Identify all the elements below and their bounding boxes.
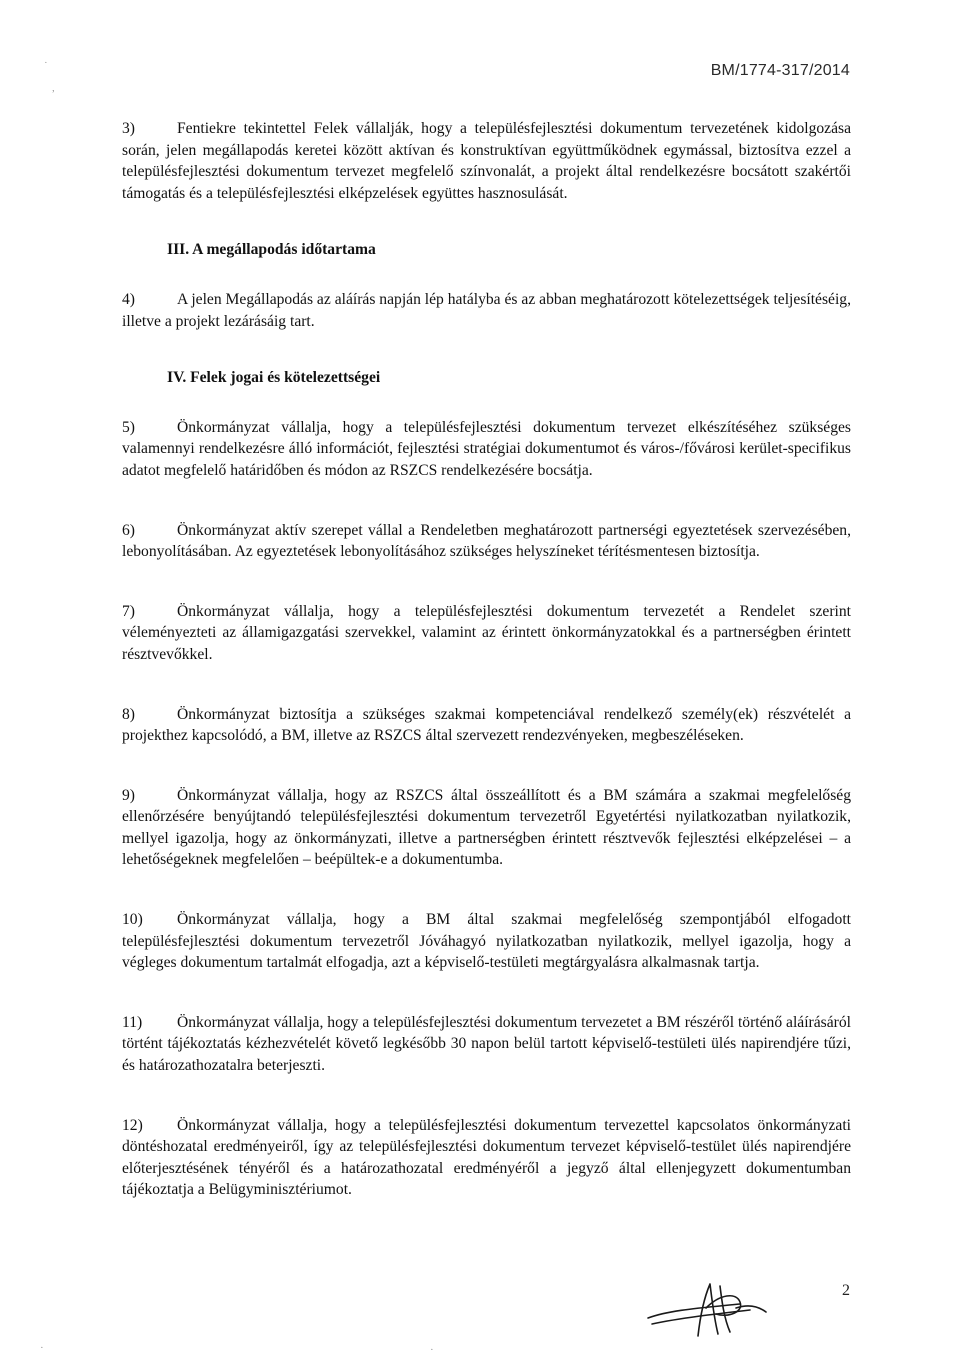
paragraph-text: Önkormányzat vállalja, hogy a településfejlesztési dokumentum tervezetet a BM részéről történő aláírásáról történt tájékoztatás kézhezvételét követő legkésőbb 30 napon belül tartott képviselő-testületi ülés napirendjére tűzi, és határozathozatalra beterjeszti. xyxy=(122,1013,851,1075)
paragraph-number: 7) xyxy=(122,602,135,620)
paragraph-5 xyxy=(122,417,851,482)
paragraph-text: Önkormányzat vállalja, hogy a településfejlesztési dokumentum tervezet elkészítéséhez szükséges valamennyi rendelkezésre álló információt, fejlesztési stratégiai dokumentumot és város-/fővárosi kerület-specifikus adatot megfelelő határidőben és módon az RSZCS rendelkezésére bocsátja. xyxy=(122,418,851,479)
paragraph-text: Önkormányzat aktív szerepet vállal a Rendeletben meghatározott partnerségi egyeztetések szervezésében, lebonyolításában. Az egyeztetések lebonyolításához szükséges helyszíneket térítésmentesen biztosítja. xyxy=(122,521,851,561)
paragraph-text: Önkormányzat vállalja, hogy a településfejlesztési dokumentum tervezettel kapcsolatos önkormányzati döntéshozatal eredményeiről, így az településfejlesztési dokumentum tervezet képviselő-testület ülés napirendjére előterjesztésének tényéről és a határozathozatal eredményéről a jegyző által ellenjegyzett dokumentumban tájékoztatja a Belügyminisztériumot. xyxy=(122,1116,851,1199)
section-heading-iv: IV. Felek jogai és kötelezettségei xyxy=(167,369,381,387)
paragraph-number: 3) xyxy=(122,120,135,137)
paragraph-9 xyxy=(122,785,851,871)
paragraph-8 xyxy=(122,704,851,747)
paragraph-text: Önkormányzat biztosítja a szükséges szakmai kompetenciával rendelkező személy(ek) részvételét a projekthez kapcsolódó, a BM, illetve az RSZCS által szervezett rendezvényeken, megbeszéléseken. xyxy=(122,705,851,745)
paragraph-number: 10) xyxy=(122,911,143,929)
paragraph-number: 5) xyxy=(122,418,135,436)
paragraph-4 xyxy=(122,289,851,332)
paragraph-number: 8) xyxy=(122,705,135,723)
document-id: BM/1774-317/2014 xyxy=(710,62,850,79)
paragraph-7 xyxy=(122,601,851,666)
section-heading-iii: III. A megállapodás időtartama xyxy=(167,241,376,259)
document-body xyxy=(122,118,851,1201)
paragraph-text: A jelen Megállapodás az aláírás napján lép hatályba és az abban meghatározott kötelezettségek teljesítéséig, illetve a projekt lezárásáig tart. xyxy=(122,290,851,330)
scan-speck: · xyxy=(430,1344,434,1356)
paragraph-text: Önkormányzat vállalja, hogy az RSZCS által összeállított és a BM számára a szakmai megfelelőség ellenőrzésére benyújtandó településfejlesztési dokumentum tervezetről Egyetértési nyilatkozatban nyilatkozik, mellyel igazolja, hogy az önkormányzati, illetve a partnerségben érintett résztvevők fejlesztési elképzelései – a lehetőségeknek megfelelően – beépültek-e a dokumentumba. xyxy=(122,786,851,869)
scan-speck: · xyxy=(40,1342,44,1354)
paragraph-number: 11) xyxy=(122,1013,143,1031)
paragraph-12 xyxy=(122,1115,851,1201)
handwritten-signature xyxy=(640,1278,780,1342)
paragraph-11 xyxy=(122,1012,851,1077)
paragraph-10 xyxy=(122,909,851,974)
paragraph-number: 12) xyxy=(122,1116,143,1134)
paragraph-3 xyxy=(122,118,851,204)
page-number: 2 xyxy=(842,1282,850,1299)
paragraph-text: Önkormányzat vállalja, hogy a BM által szakmai megfelelőség szempontjából elfogadott településfejlesztési dokumentum tervezetről Jóváhagyó nyilatkozatban nyilatkozik, mellyel igazolja, hogy a végleges dokumentum tartalmát elfogadja, azt a képviselő-testületi megtárgyalásra alkalmasnak tartja. xyxy=(122,911,851,972)
scan-speck: ˙ xyxy=(44,60,48,72)
paragraph-6 xyxy=(122,520,851,563)
paragraph-number: 4) xyxy=(122,290,135,308)
paragraph-number: 6) xyxy=(122,521,135,539)
scan-speck: , xyxy=(52,82,55,94)
paragraph-number: 9) xyxy=(122,786,135,804)
paragraph-text: Fentiekre tekintettel Felek vállalják, hogy a településfejlesztési dokumentum tervezetének kidolgozása során, jelen megállapodás keretei között aktívan és konstruktívan együttműködnek egymással, biztosítva ezzel a településfejlesztési dokumentum tervezet megfelelő színvonalát, a projekt által rendelkezésre bocsátott szakértői támogatás és a településfejlesztési elképzelések együttes hasznosulását. xyxy=(122,120,851,202)
paragraph-text: Önkormányzat vállalja, hogy a településfejlesztési dokumentum tervezetét a Rendelet szerint véleményezteti az államigazgatási szervekkel, valamint az érintett önkormányzatokkal és a partnerségben érintett résztvevőkkel. xyxy=(122,602,851,663)
